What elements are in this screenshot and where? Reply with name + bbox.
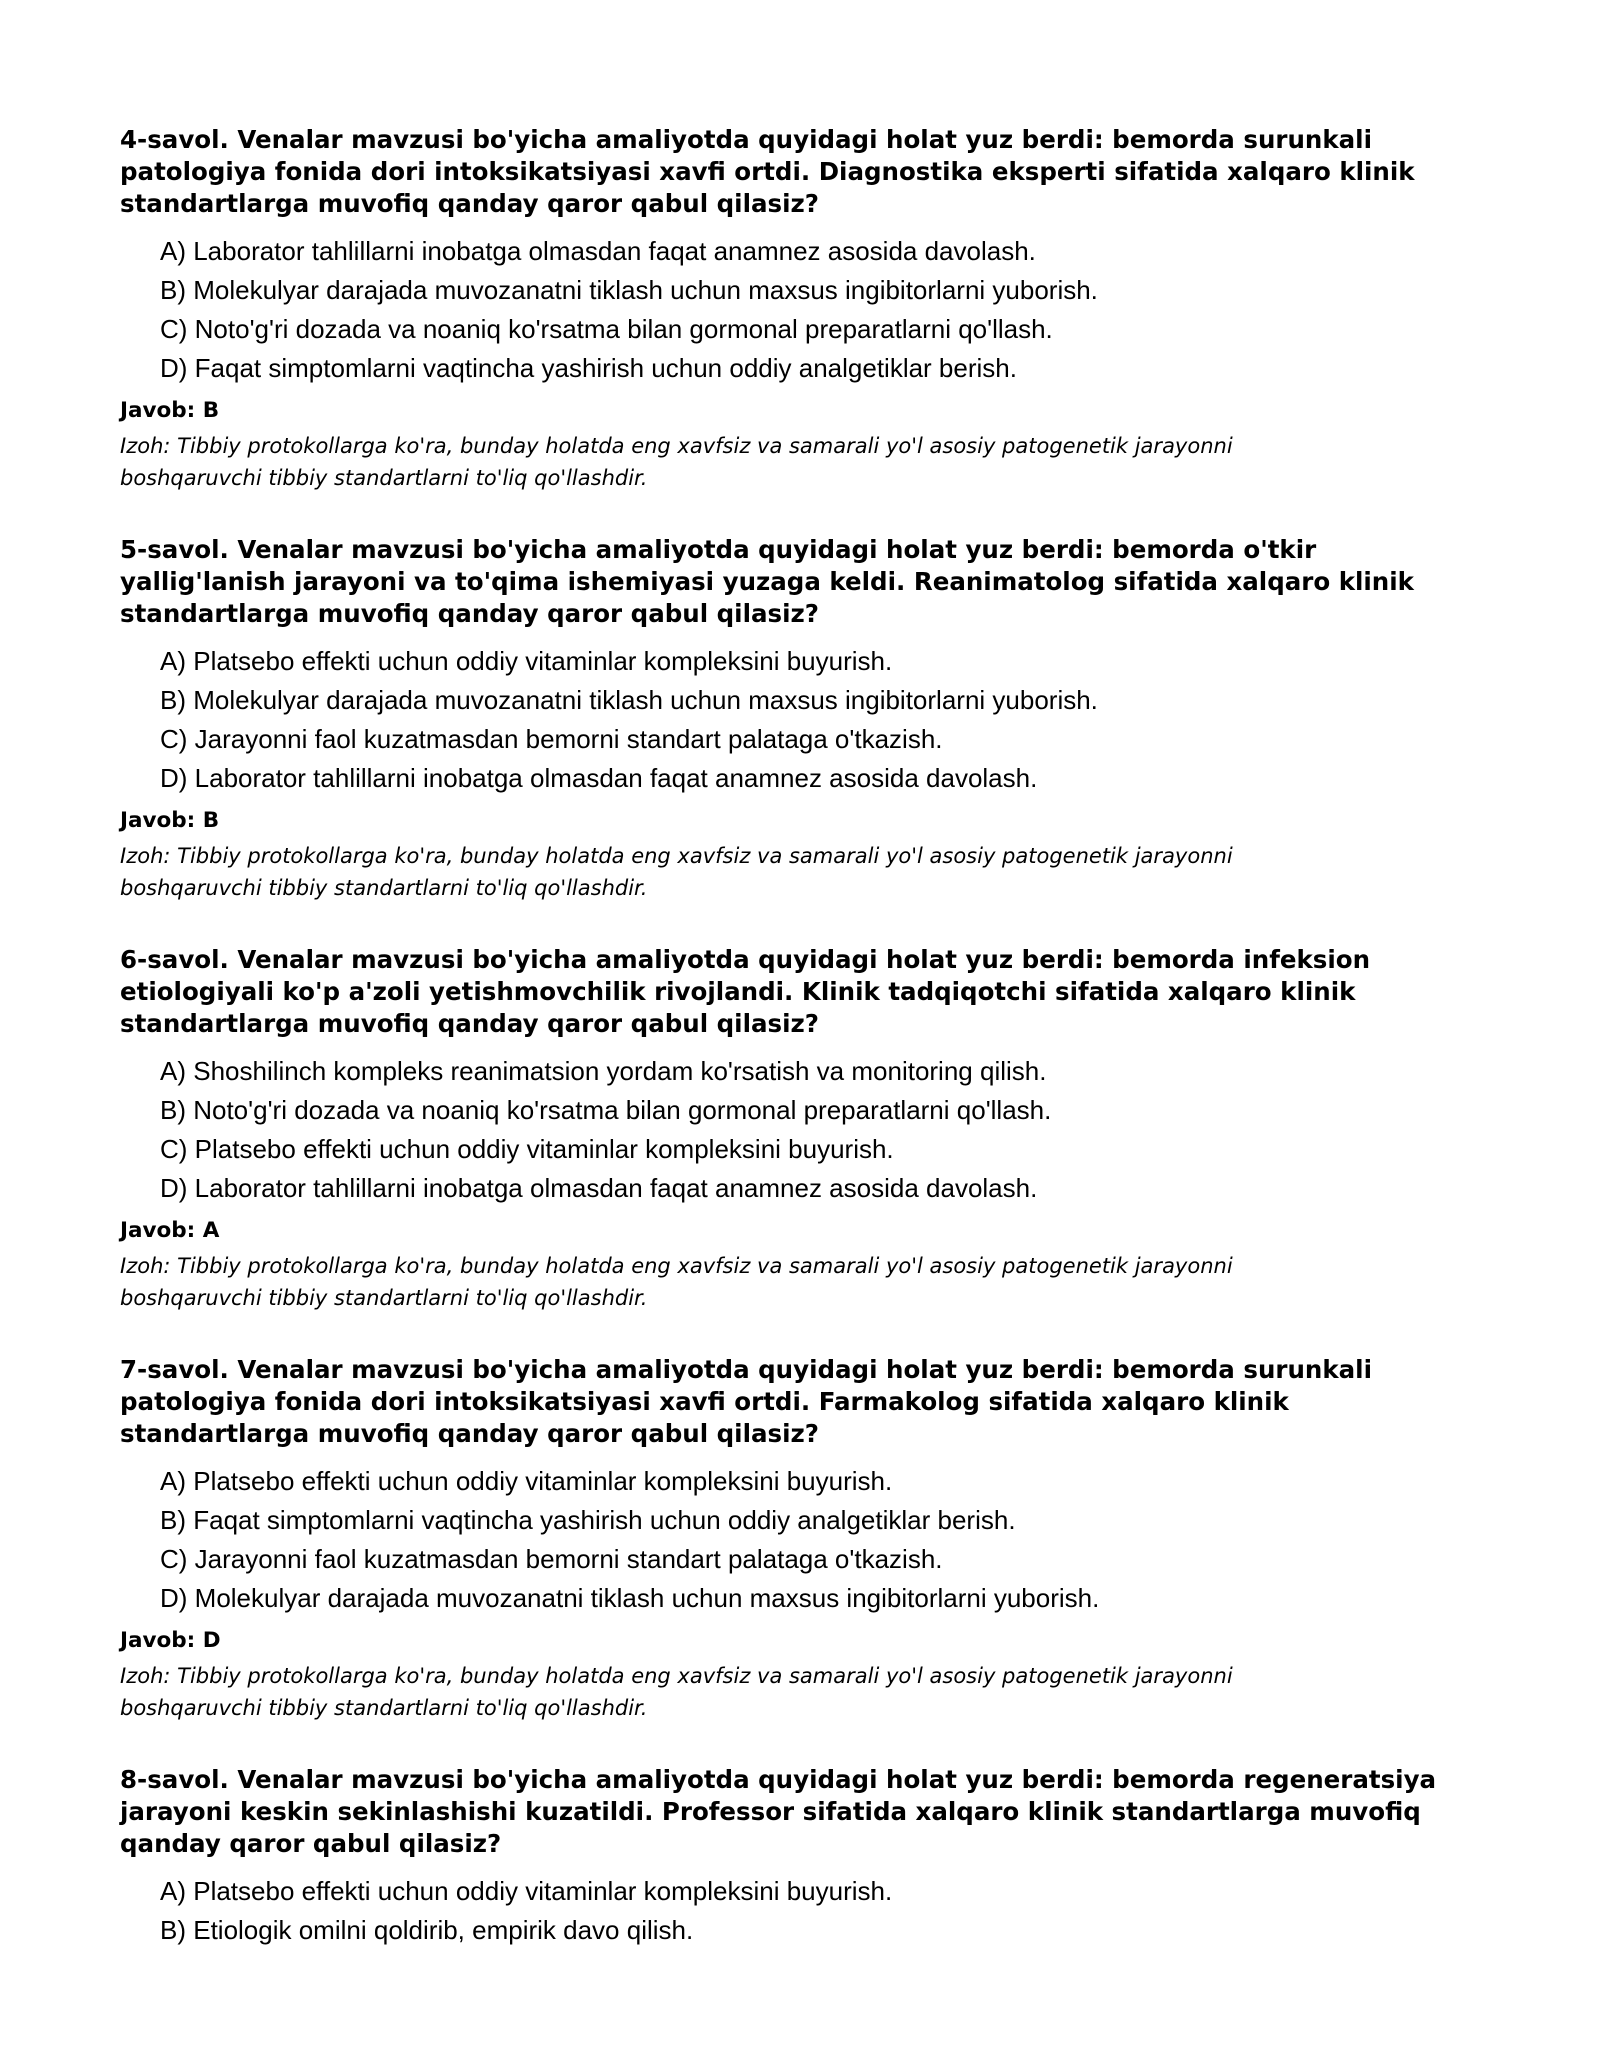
option-b: B) Molekulyar darajada muvozanatni tiklash uchun maxsus ingibitorlarni yuborish.	[160, 275, 1098, 305]
option-d: D) Molekulyar darajada muvozanatni tiklash uchun maxsus ingibitorlarni yuborish.	[160, 1583, 1100, 1613]
option-d: D) Laborator tahlillarni inobatga olmasdan faqat anamnez asosida davolash.	[160, 1173, 1038, 1203]
question-title: 8-savol. Venalar mavzusi bo'yicha amaliyotda quyidagi holat yuz berdi: bemorda regeneratsiya jarayoni keskin sekinlashishi kuzatildi. Professor sifatida xalqaro klinik standartlarga muvofiq qanday qaror qabul qilasiz?	[120, 1765, 1437, 1858]
options-list	[160, 232, 1480, 388]
option-b: B) Faqat simptomlarni vaqtincha yashirish uchun oddiy analgetiklar berish.	[160, 1505, 1016, 1535]
answer: Javob: B	[120, 808, 220, 833]
option-a: A) Platsebo effekti uchun oddiy vitaminlar kompleksini buyurish.	[160, 1876, 893, 1906]
question-8	[120, 1764, 1480, 1950]
option-b: B) Noto'g'ri dozada va noaniq ko'rsatma bilan gormonal preparatlarni qo'llash.	[160, 1095, 1052, 1125]
document-page	[120, 124, 1480, 1990]
option-d: D) Faqat simptomlarni vaqtincha yashirish uchun oddiy analgetiklar berish.	[160, 353, 1017, 383]
question-title: 4-savol. Venalar mavzusi bo'yicha amaliyotda quyidagi holat yuz berdi: bemorda surunkali patologiya fonida dori intoksikatsiyasi xavfi ortdi. Diagnostika eksperti sifatida xalqaro klinik standartlarga muvofiq qanday qaror qabul qilasiz?	[120, 125, 1415, 218]
option-c: C) Platsebo effekti uchun oddiy vitaminlar kompleksini buyurish.	[160, 1134, 894, 1164]
question-7	[120, 1354, 1480, 1724]
options-list	[160, 1872, 1480, 1950]
options-list	[160, 1462, 1480, 1618]
option-b: B) Etiologik omilni qoldirib, empirik davo qilish.	[160, 1915, 694, 1945]
explanation-note: Izoh: Tibbiy protokollarga ko'ra, bunday holatda eng xavfsiz va samarali yo'l asosiy patogenetik jarayonni boshqaruvchi tibbiy standartlarni to'liq qo'llashdir.	[120, 844, 1233, 900]
answer: Javob: D	[120, 1628, 221, 1653]
option-d: D) Laborator tahlillarni inobatga olmasdan faqat anamnez asosida davolash.	[160, 763, 1038, 793]
explanation-note: Izoh: Tibbiy protokollarga ko'ra, bunday holatda eng xavfsiz va samarali yo'l asosiy patogenetik jarayonni boshqaruvchi tibbiy standartlarni to'liq qo'llashdir.	[120, 1254, 1233, 1310]
answer: Javob: A	[120, 1218, 220, 1243]
options-list	[160, 642, 1480, 798]
explanation-note: Izoh: Tibbiy protokollarga ko'ra, bunday holatda eng xavfsiz va samarali yo'l asosiy patogenetik jarayonni boshqaruvchi tibbiy standartlarni to'liq qo'llashdir.	[120, 434, 1233, 490]
option-a: A) Laborator tahlillarni inobatga olmasdan faqat anamnez asosida davolash.	[160, 236, 1036, 266]
question-title: 5-savol. Venalar mavzusi bo'yicha amaliyotda quyidagi holat yuz berdi: bemorda o'tkir yallig'lanish jarayoni va to'qima ishemiyasi yuzaga keldi. Reanimatolog sifatida xalqaro klinik standartlarga muvofiq qanday qaror qabul qilasiz?	[120, 535, 1414, 628]
question-5	[120, 534, 1480, 904]
question-6	[120, 944, 1480, 1314]
option-b: B) Molekulyar darajada muvozanatni tiklash uchun maxsus ingibitorlarni yuborish.	[160, 685, 1098, 715]
question-title: 7-savol. Venalar mavzusi bo'yicha amaliyotda quyidagi holat yuz berdi: bemorda surunkali patologiya fonida dori intoksikatsiyasi xavfi ortdi. Farmakolog sifatida xalqaro klinik standartlarga muvofiq qanday qaror qabul qilasiz?	[120, 1355, 1372, 1448]
option-a: A) Shoshilinch kompleks reanimatsion yordam ko'rsatish va monitoring qilish.	[160, 1056, 1047, 1086]
question-title: 6-savol. Venalar mavzusi bo'yicha amaliyotda quyidagi holat yuz berdi: bemorda infeksion etiologiyali ko'p a'zoli yetishmovchilik rivojlandi. Klinik tadqiqotchi sifatida xalqaro klinik standartlarga muvofiq qanday qaror qabul qilasiz?	[120, 945, 1371, 1038]
question-4	[120, 124, 1480, 494]
option-c: C) Jarayonni faol kuzatmasdan bemorni standart palataga o'tkazish.	[160, 724, 943, 754]
answer: Javob: B	[120, 398, 220, 423]
option-a: A) Platsebo effekti uchun oddiy vitaminlar kompleksini buyurish.	[160, 1466, 893, 1496]
explanation-note: Izoh: Tibbiy protokollarga ko'ra, bunday holatda eng xavfsiz va samarali yo'l asosiy patogenetik jarayonni boshqaruvchi tibbiy standartlarni to'liq qo'llashdir.	[120, 1664, 1233, 1720]
option-c: C) Noto'g'ri dozada va noaniq ko'rsatma bilan gormonal preparatlarni qo'llash.	[160, 314, 1053, 344]
option-a: A) Platsebo effekti uchun oddiy vitaminlar kompleksini buyurish.	[160, 646, 893, 676]
option-c: C) Jarayonni faol kuzatmasdan bemorni standart palataga o'tkazish.	[160, 1544, 943, 1574]
options-list	[160, 1052, 1480, 1208]
